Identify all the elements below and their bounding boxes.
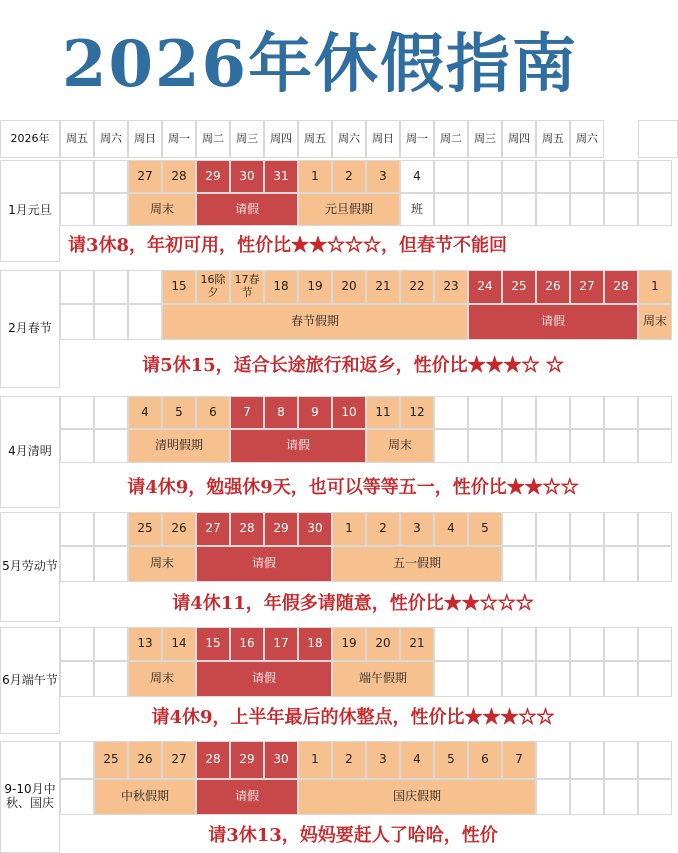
empty-day-cell (94, 627, 128, 661)
empty-band-cell (502, 193, 536, 226)
holiday-band: 周末 (366, 429, 434, 463)
holiday-band: 周末 (638, 304, 672, 340)
empty-day-cell (536, 627, 570, 661)
day-cell: 10 (332, 396, 366, 429)
empty-day-cell (638, 396, 672, 429)
empty-band-cell (434, 193, 468, 226)
empty-day-cell (502, 160, 536, 193)
empty-band-cell (502, 661, 536, 697)
empty-day-cell (502, 512, 536, 546)
empty-day-cell (570, 396, 604, 429)
day-cell: 25 (128, 512, 162, 546)
empty-day-cell (604, 160, 638, 193)
empty-band-cell (570, 779, 604, 815)
weekday-header: 周一 (162, 120, 196, 158)
empty-day-cell (94, 512, 128, 546)
day-cell: 21 (366, 270, 400, 304)
day-cell: 19 (332, 627, 366, 661)
weekday-header: 周日 (366, 120, 400, 158)
empty-band-cell (536, 193, 570, 226)
day-cell: 19 (298, 270, 332, 304)
empty-day-cell (604, 512, 638, 546)
weekday-header: 周一 (400, 120, 434, 158)
day-cell: 29 (230, 741, 264, 779)
day-cell: 7 (502, 741, 536, 779)
empty-band-cell (128, 304, 162, 340)
holiday-label: 6月端午节 (0, 627, 60, 734)
empty-band-cell (570, 546, 604, 582)
holiday-band: 元旦假期 (298, 193, 400, 226)
weekday-header-overflow (638, 120, 678, 158)
empty-day-cell (94, 396, 128, 429)
holiday-band: 五一假期 (332, 546, 502, 582)
day-cell: 12 (400, 396, 434, 429)
holiday-band: 中秋假期 (94, 779, 196, 815)
empty-band-cell (94, 546, 128, 582)
empty-band-cell (468, 661, 502, 697)
day-cell: 7 (230, 396, 264, 429)
empty-band-cell (638, 546, 672, 582)
empty-day-cell (638, 512, 672, 546)
empty-band-cell (434, 661, 468, 697)
day-cell: 29 (264, 512, 298, 546)
empty-band-cell (604, 546, 638, 582)
day-cell: 16除夕 (196, 270, 230, 304)
day-cell: 20 (332, 270, 366, 304)
weekday-header: 周二 (434, 120, 468, 158)
day-cell: 15 (162, 270, 196, 304)
holiday-band: 国庆假期 (298, 779, 536, 815)
weekday-header: 周五 (60, 120, 94, 158)
day-cell: 22 (400, 270, 434, 304)
day-cell: 5 (434, 741, 468, 779)
empty-day-cell (60, 741, 94, 779)
leave-band: 请假 (230, 429, 366, 463)
day-cell: 1 (298, 160, 332, 193)
day-cell: 27 (128, 160, 162, 193)
weekday-header: 周日 (128, 120, 162, 158)
day-cell: 17 (264, 627, 298, 661)
empty-band-cell (60, 304, 94, 340)
empty-band-cell (570, 661, 604, 697)
leave-band: 请假 (196, 193, 298, 226)
empty-day-cell (570, 512, 604, 546)
day-cell: 8 (264, 396, 298, 429)
day-cell: 2 (332, 160, 366, 193)
empty-day-cell (638, 160, 672, 193)
empty-band-cell (604, 661, 638, 697)
day-cell: 15 (196, 627, 230, 661)
empty-day-cell (434, 627, 468, 661)
empty-band-cell (468, 193, 502, 226)
empty-day-cell (502, 627, 536, 661)
empty-day-cell (536, 160, 570, 193)
day-cell: 3 (366, 160, 400, 193)
weekday-header: 周六 (570, 120, 604, 158)
recommendation-note: 请4休9，勉强休9天，也可以等等五一，性价比★★☆☆ (127, 476, 579, 498)
year-header: 2026年 (0, 120, 60, 158)
holiday-band: 清明假期 (128, 429, 230, 463)
day-cell: 6 (196, 396, 230, 429)
weekday-header: 周六 (94, 120, 128, 158)
empty-day-cell (434, 160, 468, 193)
workday-band: 班 (400, 193, 434, 226)
empty-band-cell (638, 193, 672, 226)
empty-day-cell (536, 396, 570, 429)
empty-band-cell (60, 779, 94, 815)
weekday-header: 周三 (468, 120, 502, 158)
day-cell: 28 (604, 270, 638, 304)
recommendation-note: 请3休8，年初可用，性价比★★☆☆☆，但春节不能回 (68, 235, 508, 256)
day-cell: 18 (264, 270, 298, 304)
empty-day-cell (434, 396, 468, 429)
day-cell: 25 (502, 270, 536, 304)
empty-day-cell (60, 160, 94, 193)
day-cell: 30 (298, 512, 332, 546)
leave-band: 请假 (196, 661, 332, 697)
empty-day-cell (570, 627, 604, 661)
empty-band-cell (604, 779, 638, 815)
day-cell: 26 (128, 741, 162, 779)
day-cell: 28 (162, 160, 196, 193)
day-cell: 2 (366, 512, 400, 546)
day-cell: 20 (366, 627, 400, 661)
day-cell: 3 (400, 512, 434, 546)
empty-day-cell (60, 627, 94, 661)
holiday-label: 2月春节 (0, 270, 60, 388)
empty-band-cell (638, 779, 672, 815)
empty-band-cell (60, 193, 94, 226)
empty-band-cell (94, 661, 128, 697)
empty-band-cell (60, 429, 94, 463)
empty-band-cell (638, 429, 672, 463)
empty-band-cell (536, 661, 570, 697)
day-cell: 5 (162, 396, 196, 429)
holiday-label: 5月劳动节 (0, 512, 60, 622)
holiday-calendar-grid (0, 118, 667, 853)
empty-day-cell (638, 741, 672, 779)
day-cell: 6 (468, 741, 502, 779)
day-cell: 28 (230, 512, 264, 546)
day-cell: 2 (332, 741, 366, 779)
leave-band: 请假 (196, 546, 332, 582)
day-cell: 9 (298, 396, 332, 429)
leave-band: 请假 (196, 779, 298, 815)
day-cell: 17春节 (230, 270, 264, 304)
day-cell: 23 (434, 270, 468, 304)
empty-band-cell (434, 429, 468, 463)
day-cell: 11 (366, 396, 400, 429)
empty-band-cell (94, 304, 128, 340)
recommendation-note: 请5休15，适合长途旅行和返乡，性价比★★★☆ ☆ (142, 355, 564, 376)
empty-band-cell (570, 193, 604, 226)
empty-day-cell (60, 270, 94, 304)
day-cell: 1 (332, 512, 366, 546)
day-cell: 14 (162, 627, 196, 661)
empty-day-cell (94, 160, 128, 193)
empty-band-cell (604, 429, 638, 463)
empty-band-cell (502, 546, 536, 582)
weekday-header: 周三 (230, 120, 264, 158)
day-cell: 13 (128, 627, 162, 661)
empty-day-cell (94, 270, 128, 304)
recommendation-note: 请3休13，妈妈要赶人了哈哈，性价 (208, 825, 498, 846)
holiday-label: 4月清明 (0, 396, 60, 508)
empty-day-cell (604, 396, 638, 429)
empty-day-cell (502, 396, 536, 429)
holiday-band: 周末 (128, 661, 196, 697)
recommendation-note: 请4休9，上半年最后的休整点，性价比★★★☆☆ (151, 706, 555, 728)
empty-band-cell (536, 429, 570, 463)
empty-day-cell (468, 627, 502, 661)
day-cell: 26 (162, 512, 196, 546)
empty-band-cell (536, 779, 570, 815)
empty-band-cell (604, 193, 638, 226)
weekday-header: 周五 (298, 120, 332, 158)
empty-day-cell (536, 741, 570, 779)
empty-day-cell (638, 627, 672, 661)
day-cell: 16 (230, 627, 264, 661)
day-cell: 27 (162, 741, 196, 779)
empty-band-cell (60, 546, 94, 582)
day-cell: 18 (298, 627, 332, 661)
day-cell: 1 (298, 741, 332, 779)
page-title: 2026年休假指南 (61, 27, 579, 102)
empty-day-cell (570, 160, 604, 193)
day-cell: 31 (264, 160, 298, 193)
day-cell: 26 (536, 270, 570, 304)
empty-day-cell (604, 741, 638, 779)
day-cell: 27 (196, 512, 230, 546)
empty-band-cell (536, 546, 570, 582)
leave-band: 请假 (468, 304, 638, 340)
empty-day-cell (128, 270, 162, 304)
holiday-band: 周末 (128, 546, 196, 582)
empty-band-cell (468, 429, 502, 463)
empty-band-cell (94, 429, 128, 463)
holiday-label: 9-10月中秋、国庆 (0, 741, 60, 853)
day-cell: 27 (570, 270, 604, 304)
empty-day-cell (604, 627, 638, 661)
empty-day-cell (468, 160, 502, 193)
empty-band-cell (94, 193, 128, 226)
empty-day-cell (60, 512, 94, 546)
day-cell: 4 (400, 741, 434, 779)
day-cell: 29 (196, 160, 230, 193)
empty-band-cell (60, 661, 94, 697)
weekday-header: 周四 (264, 120, 298, 158)
holiday-band: 周末 (128, 193, 196, 226)
holiday-band: 春节假期 (162, 304, 468, 340)
day-cell: 28 (196, 741, 230, 779)
day-cell: 4 (128, 396, 162, 429)
weekday-header: 周六 (332, 120, 366, 158)
holiday-label: 1月元旦 (0, 160, 60, 262)
day-cell: 21 (400, 627, 434, 661)
recommendation-note: 请4休11，年假多请随意，性价比★★☆☆☆ (172, 593, 534, 614)
empty-day-cell (536, 512, 570, 546)
empty-day-cell (570, 741, 604, 779)
empty-band-cell (638, 661, 672, 697)
empty-day-cell (468, 396, 502, 429)
day-cell: 30 (264, 741, 298, 779)
day-cell: 4 (434, 512, 468, 546)
day-cell: 25 (94, 741, 128, 779)
holiday-band: 端午假期 (332, 661, 434, 697)
day-cell: 4 (400, 160, 434, 193)
day-cell: 5 (468, 512, 502, 546)
empty-band-cell (570, 429, 604, 463)
day-cell: 30 (230, 160, 264, 193)
day-cell: 3 (366, 741, 400, 779)
empty-day-cell (60, 396, 94, 429)
weekday-header: 周五 (536, 120, 570, 158)
day-cell: 1 (638, 270, 672, 304)
weekday-header: 周四 (502, 120, 536, 158)
weekday-header: 周二 (196, 120, 230, 158)
day-cell: 24 (468, 270, 502, 304)
empty-band-cell (502, 429, 536, 463)
